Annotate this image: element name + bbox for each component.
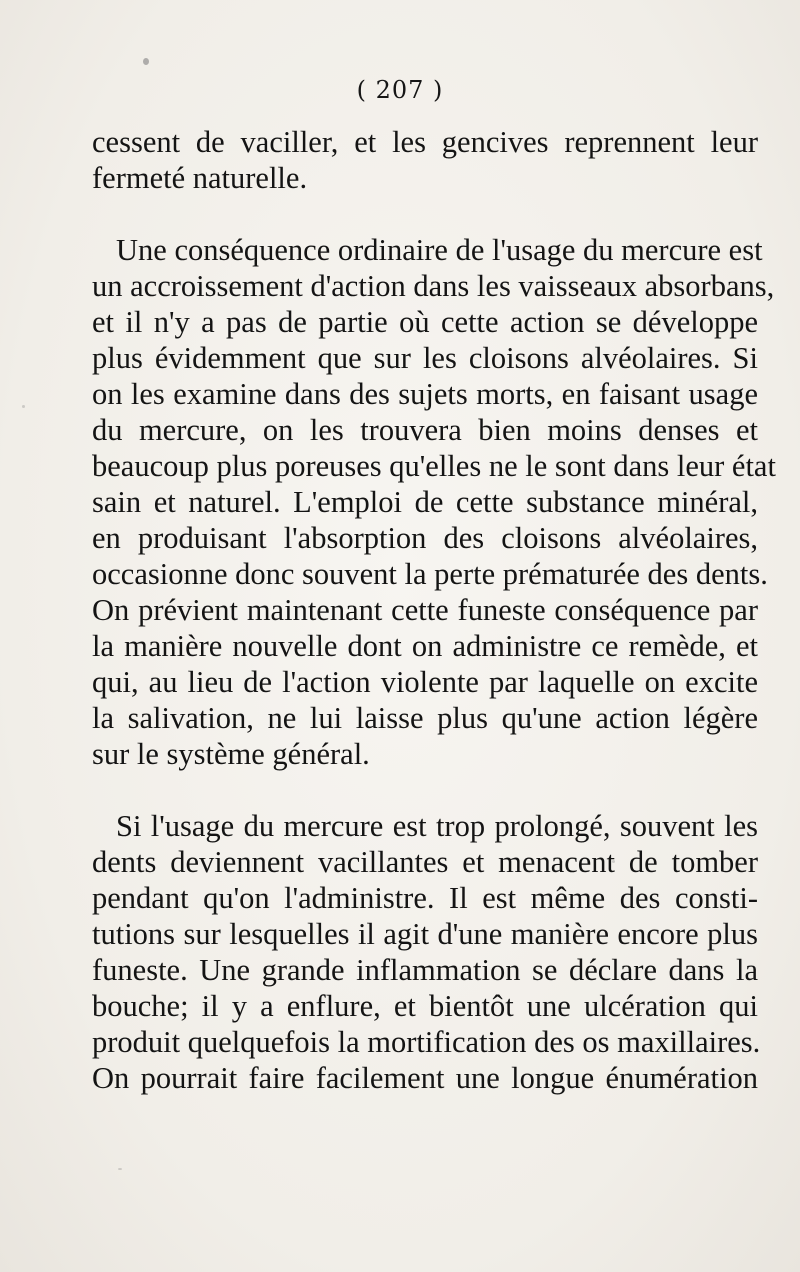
paragraph-3	[92, 808, 761, 1096]
text-line: Si l'usage du mercure est trop prolongé, souvent les	[116, 809, 758, 843]
text-line: pendant qu'on l'administre. Il est même des consti-	[92, 881, 758, 915]
text-line: qui, au lieu de l'action violente par laquelle on excite	[92, 665, 758, 699]
text-line: bouche; il y a enflure, et bientôt une ulcération qui	[92, 989, 758, 1023]
text-line: On prévient maintenant cette funeste conséquence par	[92, 593, 758, 627]
text-line: en produisant l'absorption des cloisons alvéolaires,	[92, 521, 758, 555]
text-line: dents deviennent vacillantes et menacent de tomber	[92, 845, 758, 879]
text-line: tutions sur lesquelles il agit d'une manière encore plus	[92, 917, 758, 951]
text-line: produit quelquefois la mortification des os maxillaires.	[92, 1025, 761, 1059]
text-line: sur le système général.	[92, 737, 370, 771]
text-line: fermeté naturelle.	[92, 161, 308, 195]
text-line: on les examine dans des sujets morts, en faisant usage	[92, 377, 758, 411]
paragraph-2	[92, 232, 776, 772]
text-line: On pourrait faire facilement une longue énumération	[92, 1061, 758, 1095]
paper-speck	[612, 860, 615, 863]
text-line: Une conséquence ordinaire de l'usage du mercure est	[116, 233, 763, 267]
text-line: cessent de vaciller, et les gencives reprennent leur	[92, 125, 758, 159]
paper-speck	[118, 1168, 122, 1170]
text-line: et il n'y a pas de partie où cette action se développe	[92, 305, 758, 339]
page-number: ( 207 )	[356, 76, 444, 104]
page-text	[92, 124, 776, 1096]
text-line: sain et naturel. L'emploi de cette substance minéral,	[92, 485, 758, 519]
text-line: la manière nouvelle dont on administre ce remède, et	[92, 629, 758, 663]
text-line: funeste. Une grande inflammation se déclare dans la	[92, 953, 758, 987]
text-line: beaucoup plus poreuses qu'elles ne le sont dans leur état	[92, 449, 776, 483]
paper-speck	[143, 58, 149, 65]
text-line: occasionne donc souvent la perte prématurée des dents.	[92, 557, 768, 591]
text-line: plus évidemment que sur les cloisons alvéolaires. Si	[92, 341, 758, 375]
text-line: la salivation, ne lui laisse plus qu'une action légère	[92, 701, 758, 735]
paragraph-1	[92, 124, 758, 196]
paper-speck	[22, 405, 25, 408]
text-line: un accroissement d'action dans les vaisseaux absorbans,	[92, 269, 775, 303]
text-line: du mercure, on les trouvera bien moins denses et	[92, 413, 758, 447]
